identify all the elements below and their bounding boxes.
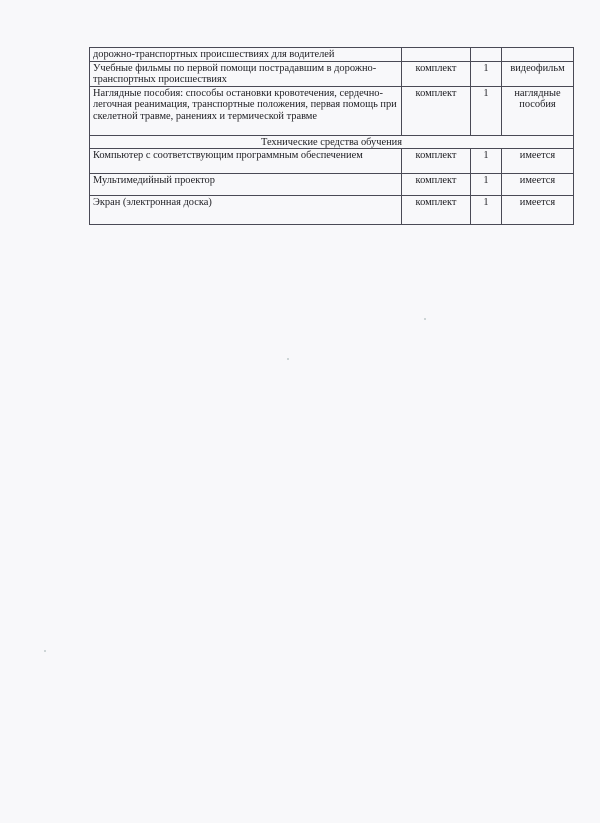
- item-unit: комплект: [402, 149, 471, 174]
- table-row: [90, 86, 574, 135]
- item-note: [502, 48, 574, 62]
- item-quantity: 1: [471, 86, 502, 135]
- item-unit: комплект: [402, 196, 471, 225]
- item-quantity: 1: [471, 196, 502, 225]
- table-row: [90, 196, 574, 225]
- item-name: Экран (электронная доска): [90, 196, 402, 225]
- table-row: [90, 48, 574, 62]
- item-quantity: 1: [471, 149, 502, 174]
- table-row: [90, 149, 574, 174]
- item-name: Компьютер с соответствующим программным обеспечением: [90, 149, 402, 174]
- item-unit: комплект: [402, 86, 471, 135]
- table-row: [90, 174, 574, 196]
- item-note: видеофильм: [502, 61, 574, 86]
- item-quantity: 1: [471, 61, 502, 86]
- item-quantity: 1: [471, 174, 502, 196]
- scan-speck: [287, 358, 289, 360]
- section-header-row: [90, 135, 574, 149]
- item-quantity: [471, 48, 502, 62]
- item-name: Учебные фильмы по первой помощи пострадавшим в дорожно-транспортных происшествиях: [90, 61, 402, 86]
- item-name: дорожно-транспортных происшествиях для водителей: [90, 48, 402, 62]
- item-unit: комплект: [402, 174, 471, 196]
- item-unit: [402, 48, 471, 62]
- equipment-table: [89, 47, 574, 225]
- scan-speck: [424, 318, 426, 320]
- section-title: Технические средства обучения: [90, 135, 574, 149]
- item-note: наглядные пособия: [502, 86, 574, 135]
- item-note: имеется: [502, 149, 574, 174]
- scan-speck: [44, 650, 46, 652]
- item-note: имеется: [502, 196, 574, 225]
- item-unit: комплект: [402, 61, 471, 86]
- item-note: имеется: [502, 174, 574, 196]
- item-name: Наглядные пособия: способы остановки кровотечения, сердечно-легочная реанимация, транспортные положения, первая помощь при скелетной травме, ранениях и термической травме: [90, 86, 402, 135]
- table-row: [90, 61, 574, 86]
- item-name: Мультимедийный проектор: [90, 174, 402, 196]
